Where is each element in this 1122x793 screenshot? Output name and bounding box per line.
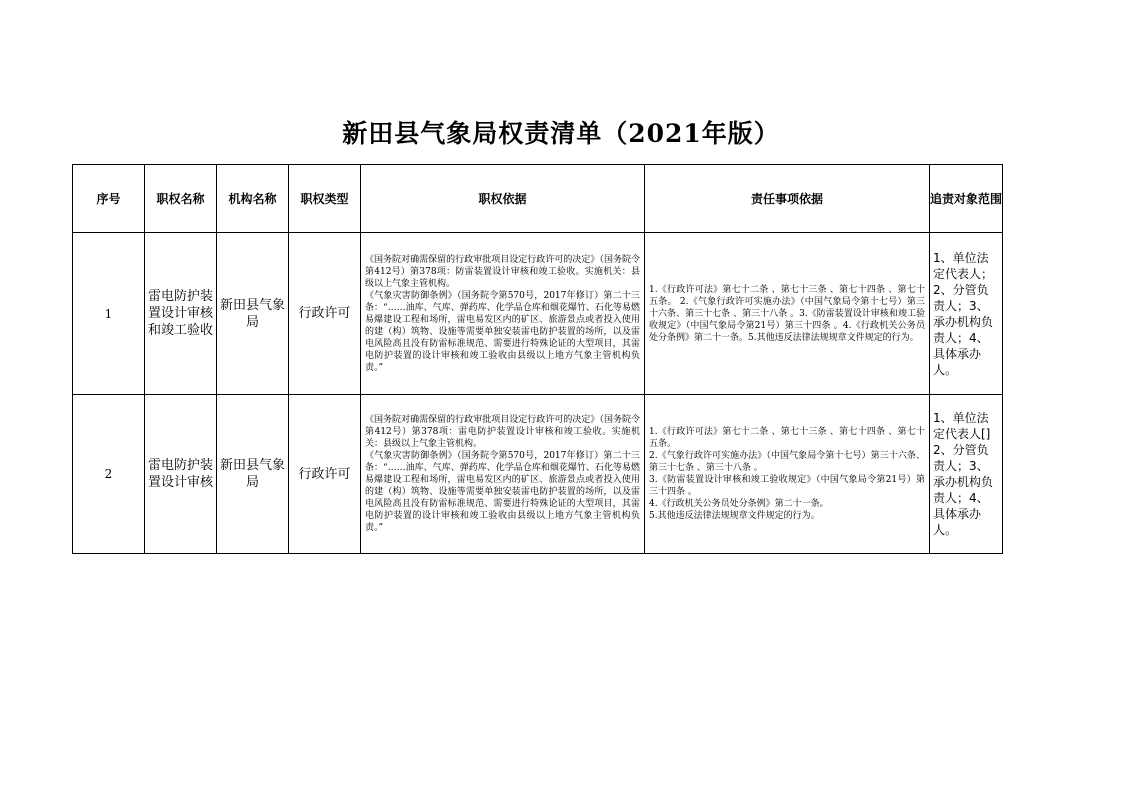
resp-basis-paragraph: 1.《行政许可法》第七十二条 、第七十三条 、第七十四条 、第七十五条。: [649, 427, 925, 449]
row-power-basis: [361, 395, 645, 554]
row-resp-basis: [645, 233, 930, 395]
row-power-basis: [361, 233, 645, 395]
row-power-name: 雷电防护装置设计审核和竣工验收: [145, 233, 217, 395]
header-power-name: 职权名称: [145, 165, 217, 233]
row-seq: 2: [73, 395, 145, 554]
row-power-type: 行政许可: [289, 395, 361, 554]
power-basis-paragraph: 《气象灾害防御条例》（国务院令第570号，2017年修订）第二十三条：“……油库、气库、弹药库、化学品仓库和烟花爆竹、石化等易燃易爆建设工程和场所，雷电易发区内的矿区、旅游景点或者投入使用的建（构）筑物、设施等需要单独安装雷电防护装置的场所，以及雷电风险高且没有防雷标准规范、需要进行特殊论证的大型项目，其雷电防护装置的设计审核和竣工验收由县级以上地方气象主管机构负责。”: [365, 451, 640, 533]
header-resp-basis: 责任事项依据: [645, 165, 930, 233]
row-org-name: 新田县气象局: [217, 233, 289, 395]
row-accountability: 1、单位法定代表人；2、分管负责人；3、承办机构负责人；4、具体承办人。: [930, 233, 1003, 395]
power-basis-paragraph: 《气象灾害防御条例》（国务院令第570号，2017年修订）第二十三条：“……油库、气库、弹药库、化学品仓库和烟花爆竹、石化等易燃易爆建设工程和场所，雷电易发区内的矿区、旅游景点或者投入使用的建（构）筑物、设施等需要单独安装雷电防护装置的场所，以及雷电风险高且没有防雷标准规范、需要进行特殊论证的大型项目，其雷电防护装置的设计审核和竣工验收由县级以上地方气象主管机构负责。”: [365, 290, 640, 373]
power-basis-paragraph: 《国务院对确需保留的行政审批项目设定行政许可的决定》（国务院令第412号）第378项：防雷装置设计审核和竣工验收。实施机关：县级以上气象主管机构。: [365, 254, 640, 289]
responsibility-table: [72, 164, 1003, 554]
header-power-basis: 职权依据: [361, 165, 645, 233]
header-power-type: 职权类型: [289, 165, 361, 233]
header-seq: 序号: [73, 165, 145, 233]
row-accountability: 1、单位法定代表人[]2、分管负责人；3、承办机构负责人；4、具体承办人。: [930, 395, 1003, 554]
resp-basis-paragraph: 4.《行政机关公务员处分条例》第二十一条。: [649, 499, 829, 509]
table-row: [73, 233, 1003, 395]
row-power-name: 雷电防护装置设计审核: [145, 395, 217, 554]
header-org-name: 机构名称: [217, 165, 289, 233]
table-header-row: [73, 165, 1003, 233]
resp-basis-paragraph: 1.《行政许可法》第七十二条 、第七十三条 、第七十四条 、第七十五条。 2.《气象行政许可实施办法》（中国气象局令第十七号）第三十六条、第三十七条 、第三十八条 。3.《防雷装置设计审核和竣工验收规定》（中国气象局令第21号）第三十四条 。4.《行政机关公务员处分条例》第二十一条。5.其他违反法律法规规章文件规定的行为。: [649, 284, 925, 343]
resp-basis-paragraph: 5.其他违反法律法规规章文件规定的行为。: [649, 511, 820, 521]
row-power-type: 行政许可: [289, 233, 361, 395]
resp-basis-paragraph: 2.《气象行政许可实施办法》（中国气象局令第十七号）第三十六条、第三十七条 、第三十八条 。: [649, 451, 925, 473]
row-resp-basis: [645, 395, 930, 554]
resp-basis-paragraph: 3.《防雷装置设计审核和竣工验收规定》（中国气象局令第21号）第三十四条 。: [649, 475, 925, 497]
row-seq: 1: [73, 233, 145, 395]
power-basis-paragraph: 《国务院对确需保留的行政审批项目设定行政许可的决定》（国务院令第412号）第378项：雷电防护装置设计审核和竣工验收。实施机关：县级以上气象主管机构。: [365, 415, 640, 449]
table-row: [73, 395, 1003, 554]
row-org-name: 新田县气象局: [217, 395, 289, 554]
header-accountability: 追责对象范围: [930, 165, 1003, 233]
page-title: 新田县气象局权责清单（2021年版）: [342, 119, 780, 148]
